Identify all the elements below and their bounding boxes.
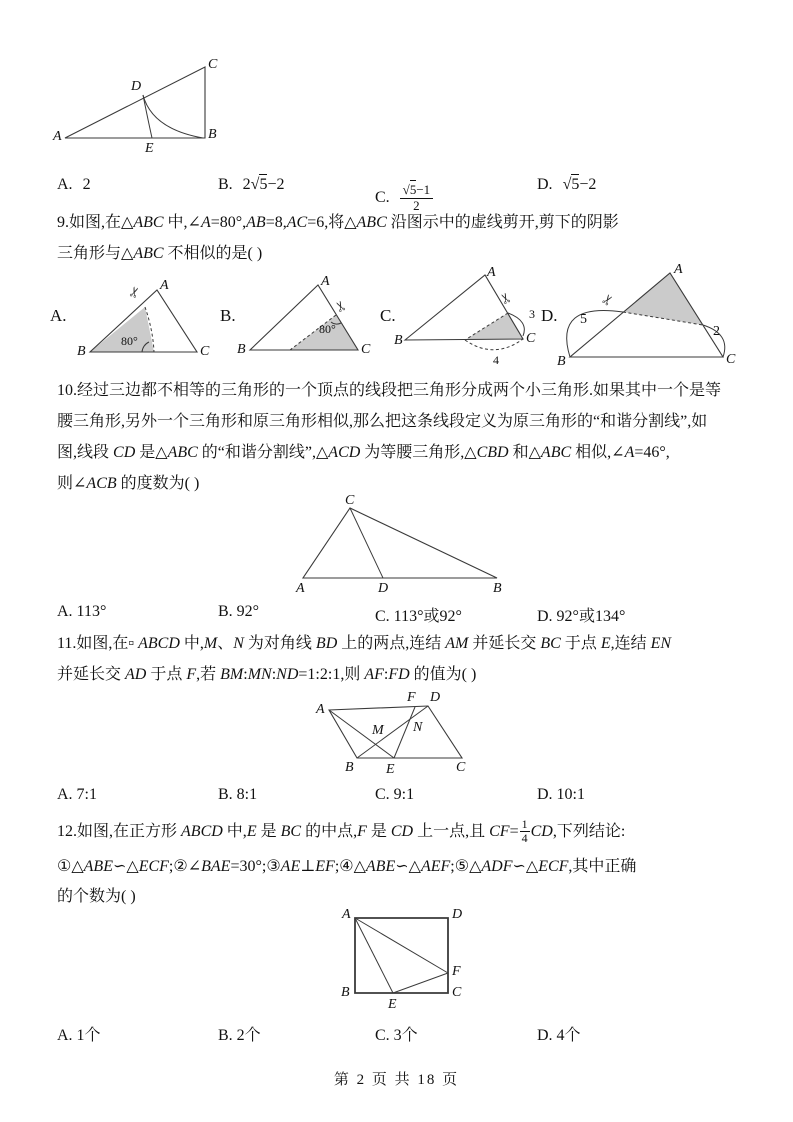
scissors-icon: ✂ [599, 291, 619, 310]
vertex-label-b: B [345, 760, 354, 775]
q12-text-line-1 [57, 818, 757, 845]
q9a-drawing [75, 272, 215, 367]
figure-q11-parallelogram [315, 692, 485, 780]
q9c-drawing [390, 265, 540, 365]
q9-figure-label-b: B. [220, 306, 236, 325]
q10-text-line-4: 则∠ACB 的度数为( ) [57, 475, 200, 492]
length-3-label: 3 [529, 307, 535, 321]
vertex-label-a: A [53, 129, 62, 144]
q9-figure-label-c: C. [380, 306, 396, 325]
q11-option-d: D. 10:1 [537, 786, 585, 803]
length-5-label: 5 [580, 312, 587, 327]
vertex-label-d: D [452, 907, 463, 922]
q11-option-a: A. 7:1 [57, 786, 97, 803]
q12-line1-post: CD,下列结论: [530, 822, 626, 840]
q10-option-d: D. 92°或134° [537, 608, 626, 625]
vertex-label-f: F [452, 964, 461, 979]
vertex-label-a: A [160, 278, 169, 293]
vertex-label-d: D [131, 79, 142, 94]
q11-option-c: C. 9:1 [375, 786, 415, 803]
vertex-label-c: C [345, 493, 355, 508]
q9-figure-label-a: A. [50, 306, 67, 325]
fraction-denominator: 2 [413, 197, 420, 213]
figure-q8-triangle [55, 55, 225, 155]
vertex-label-e: E [386, 762, 395, 777]
vertex-label-b: B [493, 581, 502, 596]
vertex-label-c: C [726, 352, 736, 367]
q12-text-line-2: ①△ABE∽△ECF;②∠BAE=30°;③AE⊥EF;④△ABE∽△AEF;⑤△ADF∽△ECF,其中正确 [57, 858, 637, 875]
vertex-label-c: C [361, 342, 371, 357]
vertex-label-e: E [388, 997, 397, 1012]
vertex-label-b: B [208, 127, 217, 142]
figure-q9-option-a [75, 272, 215, 367]
vertex-label-a: A [321, 274, 330, 289]
q8-option-c-fraction [400, 183, 433, 214]
q11-option-b: B. 8:1 [218, 786, 258, 803]
fraction-numerator: 1 [521, 817, 528, 831]
q9-figure-label-d: D. [541, 306, 558, 325]
figure-q9-option-c [390, 265, 540, 365]
figure-q12-square [338, 903, 468, 1015]
vertex-label-m: M [372, 723, 384, 738]
q8-option-b-text: 2√5−2 [242, 176, 285, 193]
vertex-label-a: A [296, 581, 305, 596]
scissors-icon: ✂ [332, 297, 352, 314]
q10-option-c: C. 113°或92° [375, 608, 462, 625]
q12-option-c: C. 3个 [375, 1027, 418, 1044]
angle-80-label: 80° [319, 322, 336, 336]
q12-line1-pre: 12.如图,在正方形 ABCD 中,E 是 BC 的中点,F 是 CD 上一点,且 CF= [57, 822, 519, 840]
q12-drawing [338, 903, 468, 1015]
q10-option-a: A. 113° [57, 603, 107, 620]
vertex-label-c: C [456, 760, 466, 775]
vertex-label-d: D [430, 690, 441, 705]
q9b-drawing [235, 272, 375, 367]
vertex-label-c: C [452, 985, 462, 1000]
q8-option-a [57, 176, 91, 194]
q8-option-d-text: √5−2 [562, 176, 597, 193]
vertex-label-b: B [394, 333, 403, 348]
q8-triangle-drawing [55, 55, 225, 155]
vertex-label-a: A [342, 907, 351, 922]
q9-text-line-1: 9.如图,在△ABC 中,∠A=80°,AB=8,AC=6,将△ABC 沿图示中的虚线剪开,剪下的阴影 [57, 214, 619, 231]
vertex-label-b: B [237, 342, 246, 357]
vertex-label-c: C [208, 57, 218, 72]
page-number-footer: 第 2 页 共 18 页 [333, 1072, 460, 1088]
vertex-label-a: A [487, 265, 496, 280]
vertex-label-b: B [341, 985, 350, 1000]
q12-text-line-3: 的个数为( ) [57, 888, 136, 905]
figure-q9-option-d [535, 262, 740, 367]
q8-option-c-label: C. [375, 189, 390, 207]
vertex-label-d: D [378, 581, 389, 596]
q8-option-c [375, 183, 433, 214]
vertex-label-a: A [674, 262, 683, 277]
vertex-label-a: A [316, 702, 325, 717]
vertex-label-c: C [200, 344, 210, 359]
length-4-label: 4 [493, 353, 499, 367]
q8-option-d-label: D. [537, 176, 553, 193]
scissors-icon: ✂ [126, 284, 145, 301]
angle-80-label: 80° [121, 334, 138, 348]
q12-option-d: D. 4个 [537, 1027, 581, 1044]
vertex-label-n: N [413, 720, 423, 735]
q8-option-a-text: 2 [82, 176, 91, 193]
q8-option-d [537, 176, 596, 194]
q10-text-line-1: 10.经过三边都不相等的三角形的一个顶点的线段把三角形分成两个小三角形.如果其中一个是等 [57, 382, 722, 399]
q10-text-line-3: 图,线段 CD 是△ABC 的“和谐分割线”,△ACD 为等腰三角形,△CBD 和△ABC 相似,∠A=46°, [57, 444, 670, 461]
vertex-label-b: B [557, 354, 566, 369]
vertex-label-f: F [407, 690, 416, 705]
fraction-denominator: 4 [521, 831, 528, 846]
q11-text-line-1: 11.如图,在▫ ABCD 中,M、N 为对角线 BD 上的两点,连结 AM 并延长交 BC 于点 E,连结 EN [57, 635, 672, 652]
q10-drawing [290, 495, 520, 595]
q12-option-a: A. 1个 [57, 1027, 101, 1044]
q10-option-b: B. 92° [218, 603, 260, 620]
q9d-drawing [535, 262, 740, 367]
figure-q9-option-b [235, 272, 375, 367]
q8-option-b [218, 176, 284, 194]
q9-text-line-2: 三角形与△ABC 不相似的是( ) [57, 245, 263, 262]
q8-option-a-label: A. [57, 176, 73, 193]
vertex-label-b: B [77, 344, 86, 359]
q10-text-line-2: 腰三角形,另外一个三角形和原三角形相似,那么把这条线段定义为原三角形的“和谐分割线”,如 [57, 413, 708, 430]
length-2-label: 2 [713, 324, 720, 339]
q8-option-b-label: B. [218, 176, 233, 193]
figure-q10-triangle [290, 495, 520, 595]
vertex-label-e: E [145, 141, 154, 156]
vertex-label-c: C [526, 331, 536, 346]
scissors-icon: ✂ [497, 289, 517, 306]
q11-text-line-2: 并延长交 AD 于点 F,若 BM:MN:ND=1:2:1,则 AF:FD 的值为( ) [57, 666, 477, 683]
q12-fraction [520, 818, 530, 845]
fraction-numerator: √5−1 [400, 183, 433, 199]
q12-option-b: B. 2个 [218, 1027, 261, 1044]
